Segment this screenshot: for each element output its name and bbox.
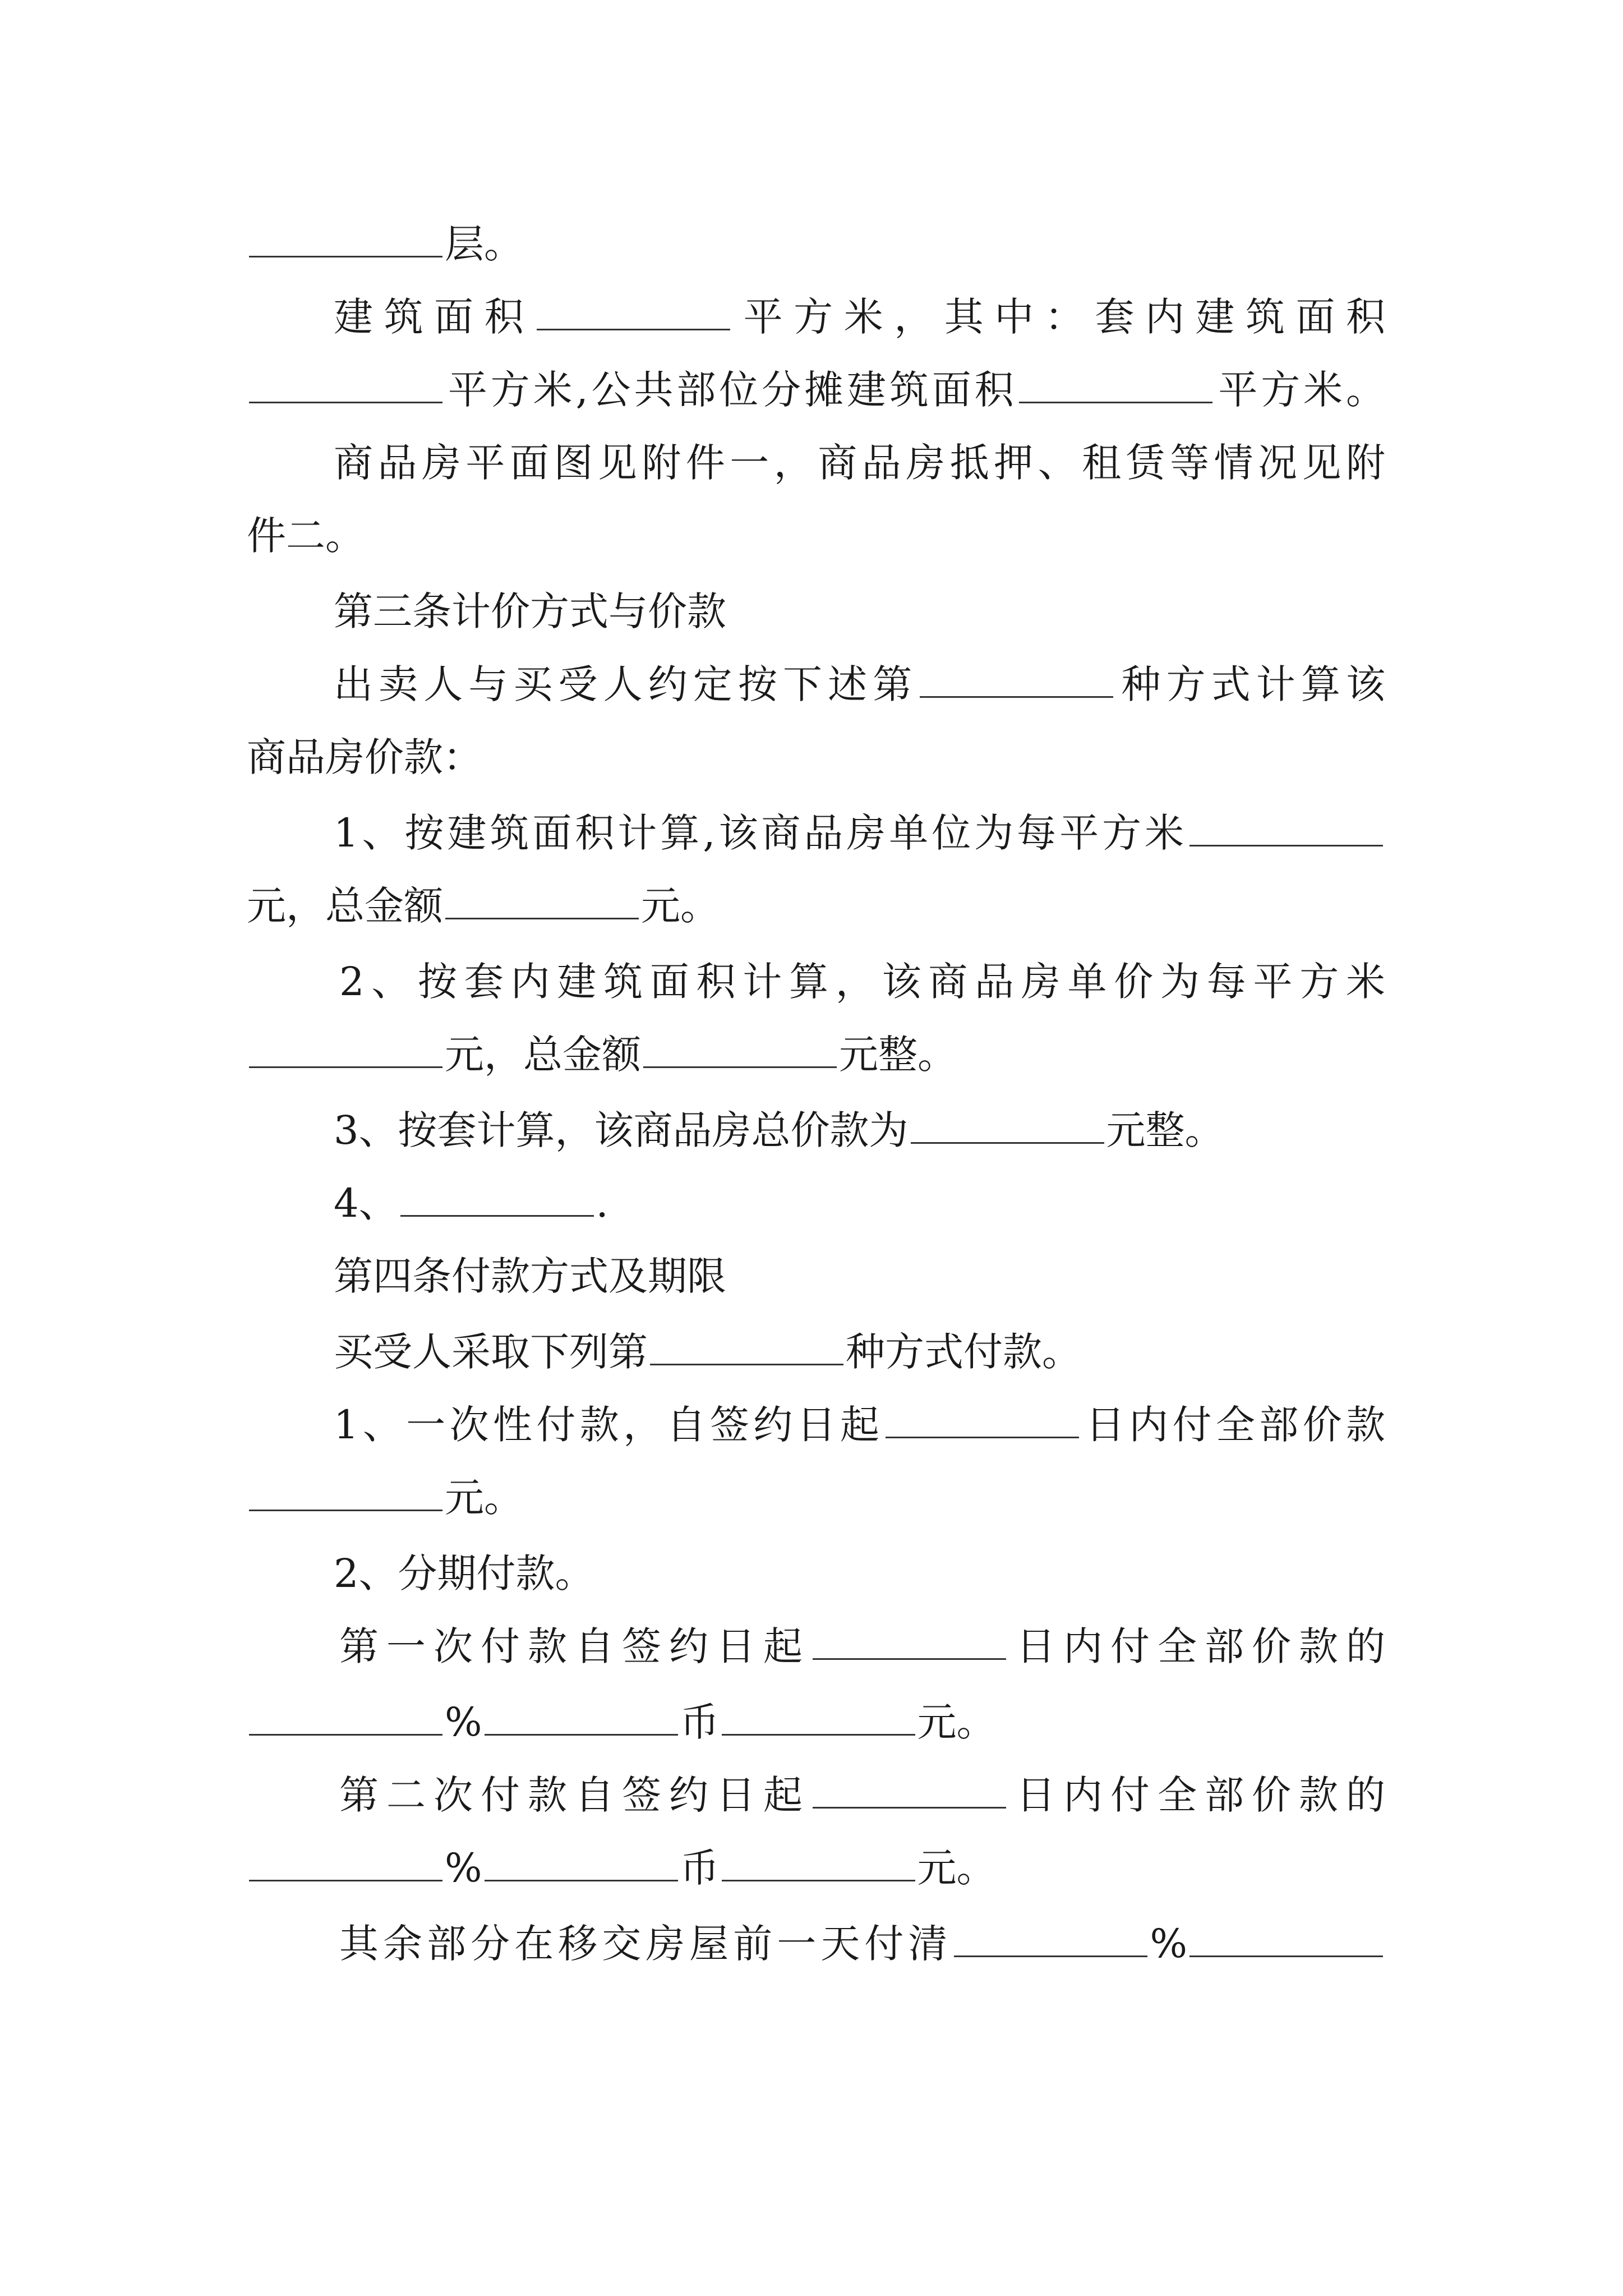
text-segment: 第三条计价方式与价款 bbox=[334, 588, 726, 634]
text-segment: 其余部分在移交房屋前一天付清 bbox=[339, 1921, 952, 1967]
text-line bbox=[247, 1840, 1385, 1896]
text-line bbox=[339, 1767, 1385, 1823]
fill-in-blank[interactable] bbox=[813, 1772, 1006, 1809]
text-segment: % bbox=[445, 1845, 482, 1891]
text-segment: 第二次付款自签约日起 bbox=[339, 1772, 810, 1818]
text-line bbox=[247, 216, 1385, 272]
text-line bbox=[334, 805, 1385, 861]
text-line bbox=[334, 435, 1385, 491]
text-segment: 元。 bbox=[445, 1475, 523, 1521]
text-line bbox=[334, 583, 1385, 639]
fill-in-blank[interactable] bbox=[643, 1032, 837, 1068]
text-line bbox=[334, 1175, 1385, 1231]
fill-in-blank[interactable] bbox=[485, 1845, 678, 1881]
fill-in-blank[interactable] bbox=[920, 661, 1113, 698]
text-line bbox=[334, 1397, 1385, 1453]
text-segment: 平方米,公共部位分摊建筑面积 bbox=[445, 367, 1017, 413]
text-segment: 商品房价款： bbox=[247, 734, 482, 780]
text-line bbox=[334, 1248, 1385, 1304]
text-segment: 件二。 bbox=[247, 513, 365, 559]
fill-in-blank[interactable] bbox=[445, 883, 639, 919]
text-segment: 种方式付款。 bbox=[846, 1329, 1081, 1375]
text-segment: 平方米，其中：套内建筑面积 bbox=[732, 294, 1386, 340]
fill-in-blank[interactable] bbox=[485, 1699, 678, 1736]
text-segment: 2、分期付款。 bbox=[334, 1550, 594, 1596]
text-line bbox=[334, 289, 1385, 345]
text-line bbox=[247, 1694, 1385, 1750]
fill-in-blank[interactable] bbox=[1019, 367, 1212, 403]
text-line bbox=[339, 1916, 1385, 1972]
text-segment: 元，总金额 bbox=[247, 883, 443, 929]
fill-in-blank[interactable] bbox=[813, 1623, 1006, 1660]
fill-in-blank[interactable] bbox=[400, 1180, 594, 1217]
text-line bbox=[247, 362, 1385, 418]
text-line bbox=[247, 878, 1385, 934]
text-line bbox=[247, 508, 1385, 564]
text-segment: 种方式计算该 bbox=[1115, 661, 1386, 707]
text-segment: 4、 bbox=[334, 1180, 398, 1226]
text-segment: 元。 bbox=[641, 883, 720, 929]
text-segment: 第四条付款方式及期限 bbox=[334, 1253, 726, 1299]
fill-in-blank[interactable] bbox=[954, 1921, 1147, 1957]
text-line bbox=[339, 954, 1385, 1010]
text-segment: 建筑面积 bbox=[334, 294, 535, 340]
fill-in-blank[interactable] bbox=[1189, 1921, 1383, 1957]
fill-in-blank[interactable] bbox=[249, 1845, 442, 1881]
fill-in-blank[interactable] bbox=[537, 294, 730, 330]
text-segment: 3、按套计算，该商品房总价款为 bbox=[334, 1107, 909, 1153]
text-segment: 元。 bbox=[917, 1845, 996, 1891]
fill-in-blank[interactable] bbox=[886, 1402, 1079, 1438]
text-segment: . bbox=[596, 1180, 608, 1226]
fill-in-blank[interactable] bbox=[722, 1699, 915, 1736]
fill-in-blank[interactable] bbox=[249, 221, 442, 257]
text-segment: 买受人采取下列第 bbox=[334, 1329, 648, 1375]
text-line bbox=[334, 656, 1385, 712]
text-segment: 出卖人与买受人约定按下述第 bbox=[334, 661, 918, 707]
text-segment: 日内付全部价款 bbox=[1081, 1402, 1385, 1448]
text-line bbox=[247, 1027, 1385, 1083]
text-segment: 1、一次性付款，自签约日起 bbox=[334, 1402, 884, 1448]
text-segment: 元整。 bbox=[1106, 1107, 1224, 1153]
text-segment: 币 bbox=[680, 1845, 720, 1891]
text-segment: 层。 bbox=[445, 221, 523, 267]
text-segment: % bbox=[1150, 1921, 1187, 1967]
fill-in-blank[interactable] bbox=[911, 1107, 1104, 1144]
text-segment: 平方米。 bbox=[1215, 367, 1385, 413]
fill-in-blank[interactable] bbox=[249, 1032, 442, 1068]
text-segment: 元，总金额 bbox=[445, 1032, 641, 1078]
fill-in-blank[interactable] bbox=[249, 1475, 442, 1511]
text-line bbox=[334, 1324, 1385, 1380]
text-segment: 币 bbox=[680, 1699, 720, 1745]
text-segment: 日内付全部价款的 bbox=[1008, 1623, 1385, 1669]
text-line bbox=[334, 1545, 1385, 1602]
text-line bbox=[339, 1618, 1385, 1674]
text-segment: % bbox=[445, 1699, 482, 1745]
text-segment: 日内付全部价款的 bbox=[1008, 1772, 1385, 1818]
fill-in-blank[interactable] bbox=[249, 1699, 442, 1736]
text-segment: 2、按套内建筑面积计算，该商品房单价为每平方米 bbox=[339, 959, 1385, 1005]
text-line bbox=[334, 1102, 1385, 1158]
text-segment: 元整。 bbox=[839, 1032, 957, 1078]
text-segment: 1、按建筑面积计算,该商品房单位为每平方米 bbox=[334, 810, 1187, 856]
text-line bbox=[247, 1470, 1385, 1526]
fill-in-blank[interactable] bbox=[650, 1329, 843, 1365]
fill-in-blank[interactable] bbox=[1189, 810, 1383, 846]
text-segment: 第一次付款自签约日起 bbox=[339, 1623, 810, 1669]
text-line bbox=[247, 729, 1385, 785]
text-segment: 元。 bbox=[917, 1699, 996, 1745]
fill-in-blank[interactable] bbox=[722, 1845, 915, 1881]
text-segment: 商品房平面图见附件一，商品房抵押、租赁等情况见附 bbox=[334, 440, 1385, 486]
fill-in-blank[interactable] bbox=[249, 367, 442, 403]
